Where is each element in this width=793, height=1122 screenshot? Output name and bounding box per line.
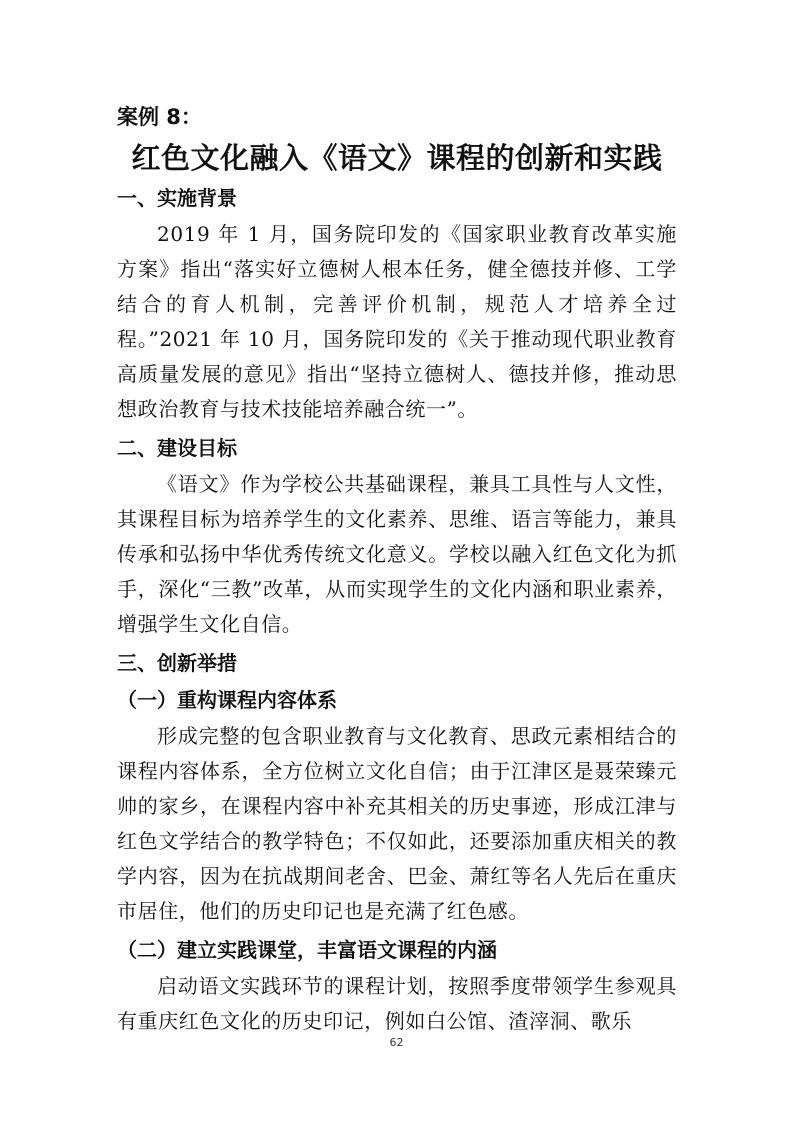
section-heading-goals: 二、建设目标 [117,436,237,460]
subsection-heading-course-content: （一）重构课程内容体系 [117,688,337,712]
goals-paragraph: 《语文》作为学校公共基础课程，兼具工具性与人文性，其课程目标为培养学生的文化素养、思维、语言等能力，兼具传承和弘扬中华优秀传统文化意义。学校以融入红色文化为抓手，深化“三教”改革，从而实现学生的文化内涵和职业素养，增强学生文化自信。 [117,472,677,636]
practice-class-paragraph: 启动语文实践环节的课程计划，按照季度带领学生参观具有重庆红色文化的历史印记，例如白公馆、渣滓洞、歌乐 [117,974,677,1033]
page-number: 62 [389,1036,404,1049]
background-paragraph: 2019 年 1 月，国务院印发的《国家职业教育改革实施方案》指出“落实好立德树人根本任务，健全德技并修、工学结合的育人机制，完善评价机制，规范人才培养全过程。”2021 年 10 月，国务院印发的《关于推动现代职业教育高质量发展的意见》指出“坚持立德树人、德技并修，推动思想政治教育与技术技能培养融合统一”。 [117,222,677,421]
section-heading-background: 一、实施背景 [117,186,237,210]
subsection-heading-practice-class: （二）建立实践课堂，丰富语文课程的内涵 [117,938,497,962]
case-label: 案例 8： [117,105,202,129]
course-content-paragraph: 形成完整的包含职业教育与文化教育、思政元素相结合的课程内容体系，全方位树立文化自信；由于江津区是聂荣臻元帅的家乡，在课程内容中补充其相关的历史事迹，形成江津与红色文学结合的教学特色；不仅如此，还要添加重庆相关的教学内容，因为在抗战期间老舍、巴金、萧红等名人先后在重庆市居住，他们的历史印记也是充满了红色感。 [117,724,677,923]
document-body [117,180,677,1042]
document-title: 红色文化融入《语文》课程的创新和实践 [131,141,663,175]
section-heading-innovations: 三、创新举措 [117,651,237,675]
